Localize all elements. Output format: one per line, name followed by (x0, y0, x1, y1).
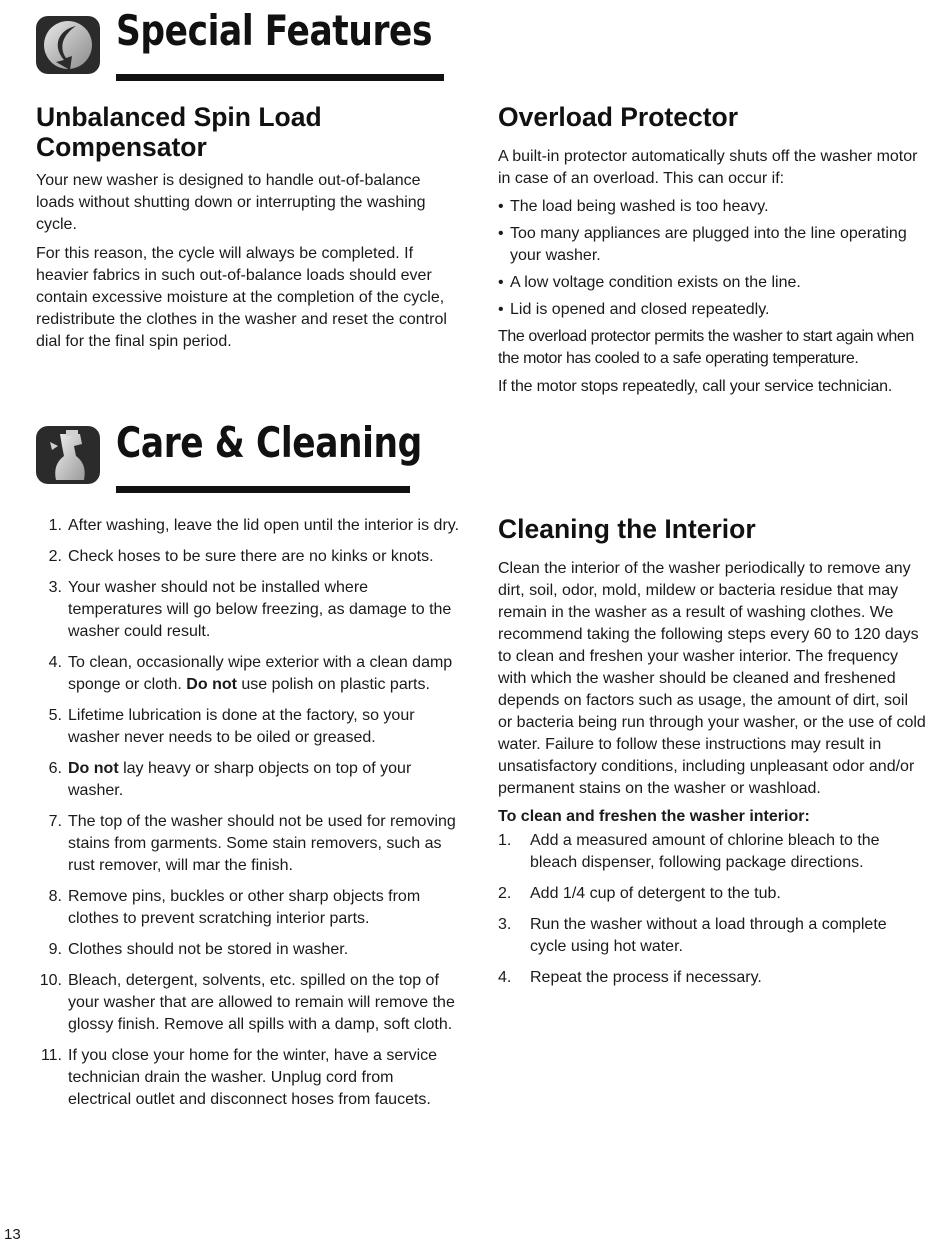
overload-paragraph-2: The overload protector permits the washer to start again when the motor has cooled to a safe operating temperature. (498, 328, 914, 367)
list-item: 4. To clean, occasionally wipe exterior with a clean damp sponge or cloth. Do not use polish on plastic parts. (48, 654, 453, 693)
arrow-swirl-icon (36, 16, 100, 74)
list-item: 3. Run the washer without a load through a complete cycle using hot water. (498, 916, 887, 955)
list-item: 2. Check hoses to be sure there are no kinks or knots. (48, 548, 434, 565)
overload-bullets (498, 196, 926, 321)
care-cleaning-title: Care & Cleaning (116, 418, 422, 467)
overload-section (498, 102, 926, 398)
unbalanced-paragraph-1: Your new washer is designed to handle out-of-balance loads without shutting down or interrupting the washing cycle. (36, 172, 426, 233)
list-item: 4. Repeat the process if necessary. (498, 969, 762, 986)
interior-heading: Cleaning the Interior (498, 514, 756, 544)
banner-rule (116, 486, 410, 493)
list-item: 8. Remove pins, buckles or other sharp objects from clothes to prevent scratching interior parts. (48, 888, 421, 927)
list-item: • Lid is opened and closed repeatedly. (498, 301, 770, 318)
unbalanced-section (36, 102, 461, 353)
list-item: 2. Add 1/4 cup of detergent to the tub. (498, 885, 781, 902)
list-item: • Too many appliances are plugged into the line operating your washer. (498, 225, 907, 264)
list-item: 3. Your washer should not be installed where temperatures will go below freezing, as damage to the washer could result. (48, 579, 452, 640)
interior-subheading: To clean and freshen the washer interior: (498, 808, 810, 825)
interior-steps (498, 830, 926, 989)
unbalanced-heading: Unbalanced Spin Load Compensator (36, 102, 322, 162)
list-item: 6. Do not lay heavy or sharp objects on top of your washer. (48, 760, 412, 799)
list-item: 11. If you close your home for the winter, have a service technician drain the washer. Unplug cord from electrical outlet and disconnect hoses from faucets. (40, 1047, 438, 1108)
list-item: 9. Clothes should not be stored in washer. (48, 941, 349, 958)
overload-paragraph-3: If the motor stops repeatedly, call your service technician. (498, 378, 893, 395)
spray-bottle-icon (36, 426, 100, 484)
special-features-title: Special Features (116, 6, 433, 55)
page-number: 13 (4, 1226, 21, 1243)
care-list-section (36, 515, 461, 1120)
list-item: 1. After washing, leave the lid open until the interior is dry. (48, 517, 460, 534)
overload-heading: Overload Protector (498, 102, 739, 132)
care-list (36, 515, 461, 1111)
list-item: 1. Add a measured amount of chlorine bleach to the bleach dispenser, following package directions. (498, 832, 880, 871)
list-item: • A low voltage condition exists on the line. (498, 274, 801, 291)
interior-section (498, 514, 926, 998)
interior-paragraph: Clean the interior of the washer periodically to remove any dirt, soil, odor, mold, mildew or bacteria residue that may remain in the washer as a result of washing clothes. We recommend taking the following steps every 60 to 120 days to clean and freshen your washer interior. The frequency with which the washer should be cleaned and freshened depends on factors such as usage, the amount of dirt, soil or bacteria being run through your washer, or the use of cold water. Failure to follow these instructions may result in unsatisfactory conditions, including unpleasant odor and/or permanent stains on the washer or washload. (498, 560, 926, 797)
list-item: 5. Lifetime lubrication is done at the factory, so your washer never needs to be oiled or greased. (48, 707, 415, 746)
unbalanced-paragraph-2: For this reason, the cycle will always be completed. If heavier fabrics in such out-of-balance loads should ever contain excessive moisture at the completion of the cycle, redistribute the clothes in the washer and reset the control dial for the final spin period. (36, 245, 447, 350)
list-item: • The load being washed is too heavy. (498, 198, 769, 215)
list-item: 7. The top of the washer should not be used for removing stains from garments. Some stain removers, such as rust remover, will mar the finish. (48, 813, 456, 874)
list-item: 10. Bleach, detergent, solvents, etc. spilled on the top of your washer that are allowed to remain will remove the glossy finish. Remove all spills with a damp, soft cloth. (39, 972, 455, 1033)
overload-intro: A built-in protector automatically shuts off the washer motor in case of an overload. This can occur if: (498, 148, 918, 187)
banner-rule (116, 74, 444, 81)
